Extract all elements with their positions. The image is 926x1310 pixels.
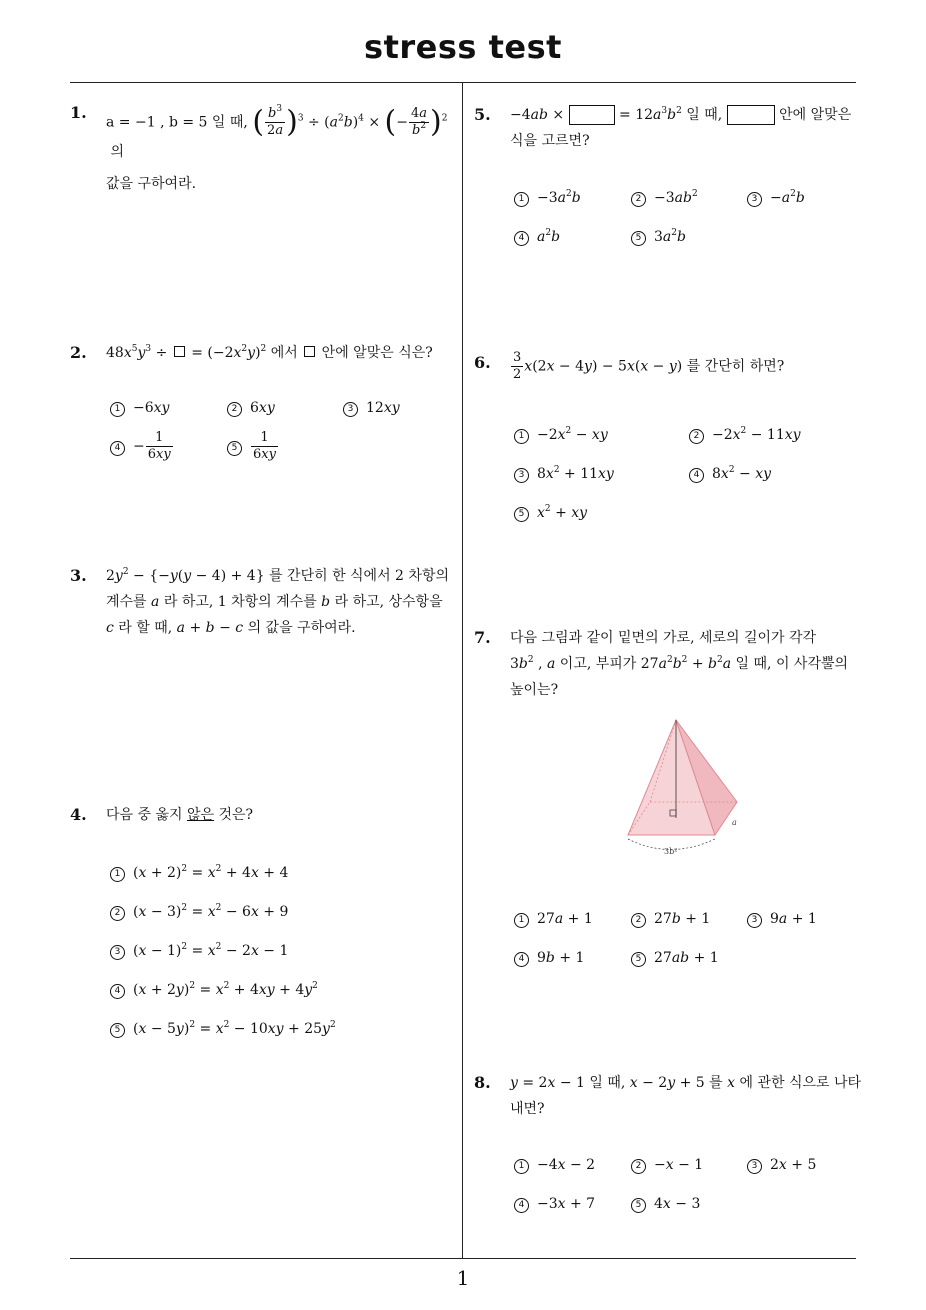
question-4 bbox=[70, 802, 455, 828]
top-rule bbox=[70, 82, 856, 83]
option-2[interactable]: 2 −x − 1 bbox=[631, 1157, 703, 1174]
question-number: 7. bbox=[474, 628, 491, 647]
option-2[interactable]: 2 $(x - 3)^2 = x^2 - 6x + 9$ bbox=[110, 904, 288, 921]
option-4[interactable]: 4 $a^2b$ bbox=[514, 229, 560, 246]
option-1[interactable]: 1 −6xy bbox=[110, 400, 169, 417]
option-2[interactable]: $2 -3ab^2$ bbox=[631, 190, 698, 207]
question-1 bbox=[70, 100, 455, 197]
question-7 bbox=[474, 625, 864, 703]
column-divider bbox=[462, 83, 463, 1258]
option-2[interactable]: 2 27b + 1 bbox=[631, 911, 710, 928]
option-5[interactable]: 5 $3a^2b$ bbox=[631, 229, 686, 246]
option-4[interactable]: 4 − $\frac{1}{6xy}$ bbox=[110, 430, 174, 463]
option-4[interactable]: 4 −3x + 7 bbox=[514, 1196, 595, 1213]
question-text: y = 2x − 1 일 때, x − 2y + 5 를 x 에 관한 식으로 나타 내면? bbox=[510, 1075, 862, 1117]
question-5 bbox=[474, 102, 864, 154]
question-number: 2. bbox=[70, 343, 87, 362]
option-5[interactable]: 5 27ab + 1 bbox=[631, 950, 719, 967]
option-3[interactable]: 3 9a + 1 bbox=[747, 911, 817, 928]
option-2[interactable]: $2 -2x^2 - 11xy$ bbox=[689, 427, 801, 444]
option-4[interactable]: 4 $(x + 2y)^2 = x^2 + 4xy + 4y^2$ bbox=[110, 982, 318, 999]
option-4[interactable]: 4 $8x^2$ − xy bbox=[689, 466, 771, 483]
option-2[interactable]: 2 6xy bbox=[227, 400, 275, 417]
page-title: stress test bbox=[364, 28, 562, 66]
option-1[interactable]: 1 $(x + 2)^2 = x^2 + 4x + 4$ bbox=[110, 865, 288, 882]
question-text: −4ab × = $12a^3b^2$ 일 때, 안에 알맞은 식을 고르면? bbox=[510, 106, 852, 149]
option-1[interactable]: 1 27a + 1 bbox=[514, 911, 593, 928]
page-number: 1 bbox=[456, 1266, 470, 1290]
option-1[interactable]: $1 -3a^2b$ bbox=[514, 190, 581, 207]
option-4[interactable]: 4 9b + 1 bbox=[514, 950, 584, 967]
base-label: 3b² bbox=[664, 847, 678, 856]
question-text: $\frac{3}{2}$ x(2x − 4y) − 5x(x − y) 를 간단히 하면? bbox=[513, 350, 785, 382]
question-number: 4. bbox=[70, 805, 87, 824]
option-5[interactable]: 5 $x^2$ + xy bbox=[514, 505, 587, 522]
question-text: 다음 그림과 같이 밑면의 가로, 세로의 길이가 각각 $3b^2$ , a 이고, 부피가 $27a^2b^2 + b^2a$ 일 때, 이 사각뿔의 높이는? bbox=[510, 630, 849, 698]
question-text: $2y^2 - \{-y(y - 4) + 4\}$ 를 간단히 한 식에서 2 차항의 계수를 a 라 하고, 1 차항의 계수를 b 라 하고, 상수항을 c 라 할 때, a + b − c 의 값을 구하여라. bbox=[106, 567, 449, 636]
option-3[interactable]: 3 $8x^2 + 11xy$ bbox=[514, 466, 614, 483]
option-5[interactable]: 5 $\frac{1}{6xy}$ bbox=[227, 430, 279, 463]
question-number: 8. bbox=[474, 1073, 491, 1092]
option-3[interactable]: 3 $(x - 1)^2 = x^2 - 2x - 1$ bbox=[110, 943, 288, 960]
option-3[interactable]: 3 2x + 5 bbox=[747, 1157, 816, 1174]
question-8 bbox=[474, 1070, 864, 1122]
question-2 bbox=[70, 340, 455, 366]
option-3[interactable]: $3 -a^2b$ bbox=[747, 190, 805, 207]
condition-text: a = −1 , b = 5 일 때, bbox=[106, 114, 248, 131]
question-number: 5. bbox=[474, 105, 491, 124]
question-text-line2: 값을 구하여라. bbox=[106, 176, 197, 192]
question-text: 다음 중 옳지 않은 것은? bbox=[106, 807, 254, 823]
question-number: 6. bbox=[474, 353, 491, 372]
question-3 bbox=[70, 563, 460, 641]
option-5[interactable]: 5 4x − 3 bbox=[631, 1196, 700, 1213]
option-5[interactable]: 5 $(x - 5y)^2 = x^2 - 10xy + 25y^2$ bbox=[110, 1021, 336, 1038]
question-text: a = −1 , b = 5 일 때, ( $\frac{b^3}{2a}$ )$^3 \div (a^2b)^4$ × (− $\frac{4a}{b^2}$ )$^2$ 의 값을 구하여라. bbox=[106, 100, 455, 197]
question-text: $48x^5y^3$ ÷ = $(-2x^2y)^2$ 에서 안에 알맞은 식은? bbox=[106, 344, 433, 361]
option-3[interactable]: 3 12xy bbox=[343, 400, 400, 417]
pyramid-figure bbox=[620, 715, 750, 860]
question-6 bbox=[474, 350, 864, 383]
question-number: 3. bbox=[70, 566, 87, 585]
question-number: 1. bbox=[70, 103, 87, 122]
option-1[interactable]: $1 -2x^2$ − xy bbox=[514, 427, 608, 444]
option-1[interactable]: 1 −4x − 2 bbox=[514, 1157, 595, 1174]
side-label: a bbox=[732, 818, 737, 827]
bottom-rule bbox=[70, 1258, 856, 1259]
